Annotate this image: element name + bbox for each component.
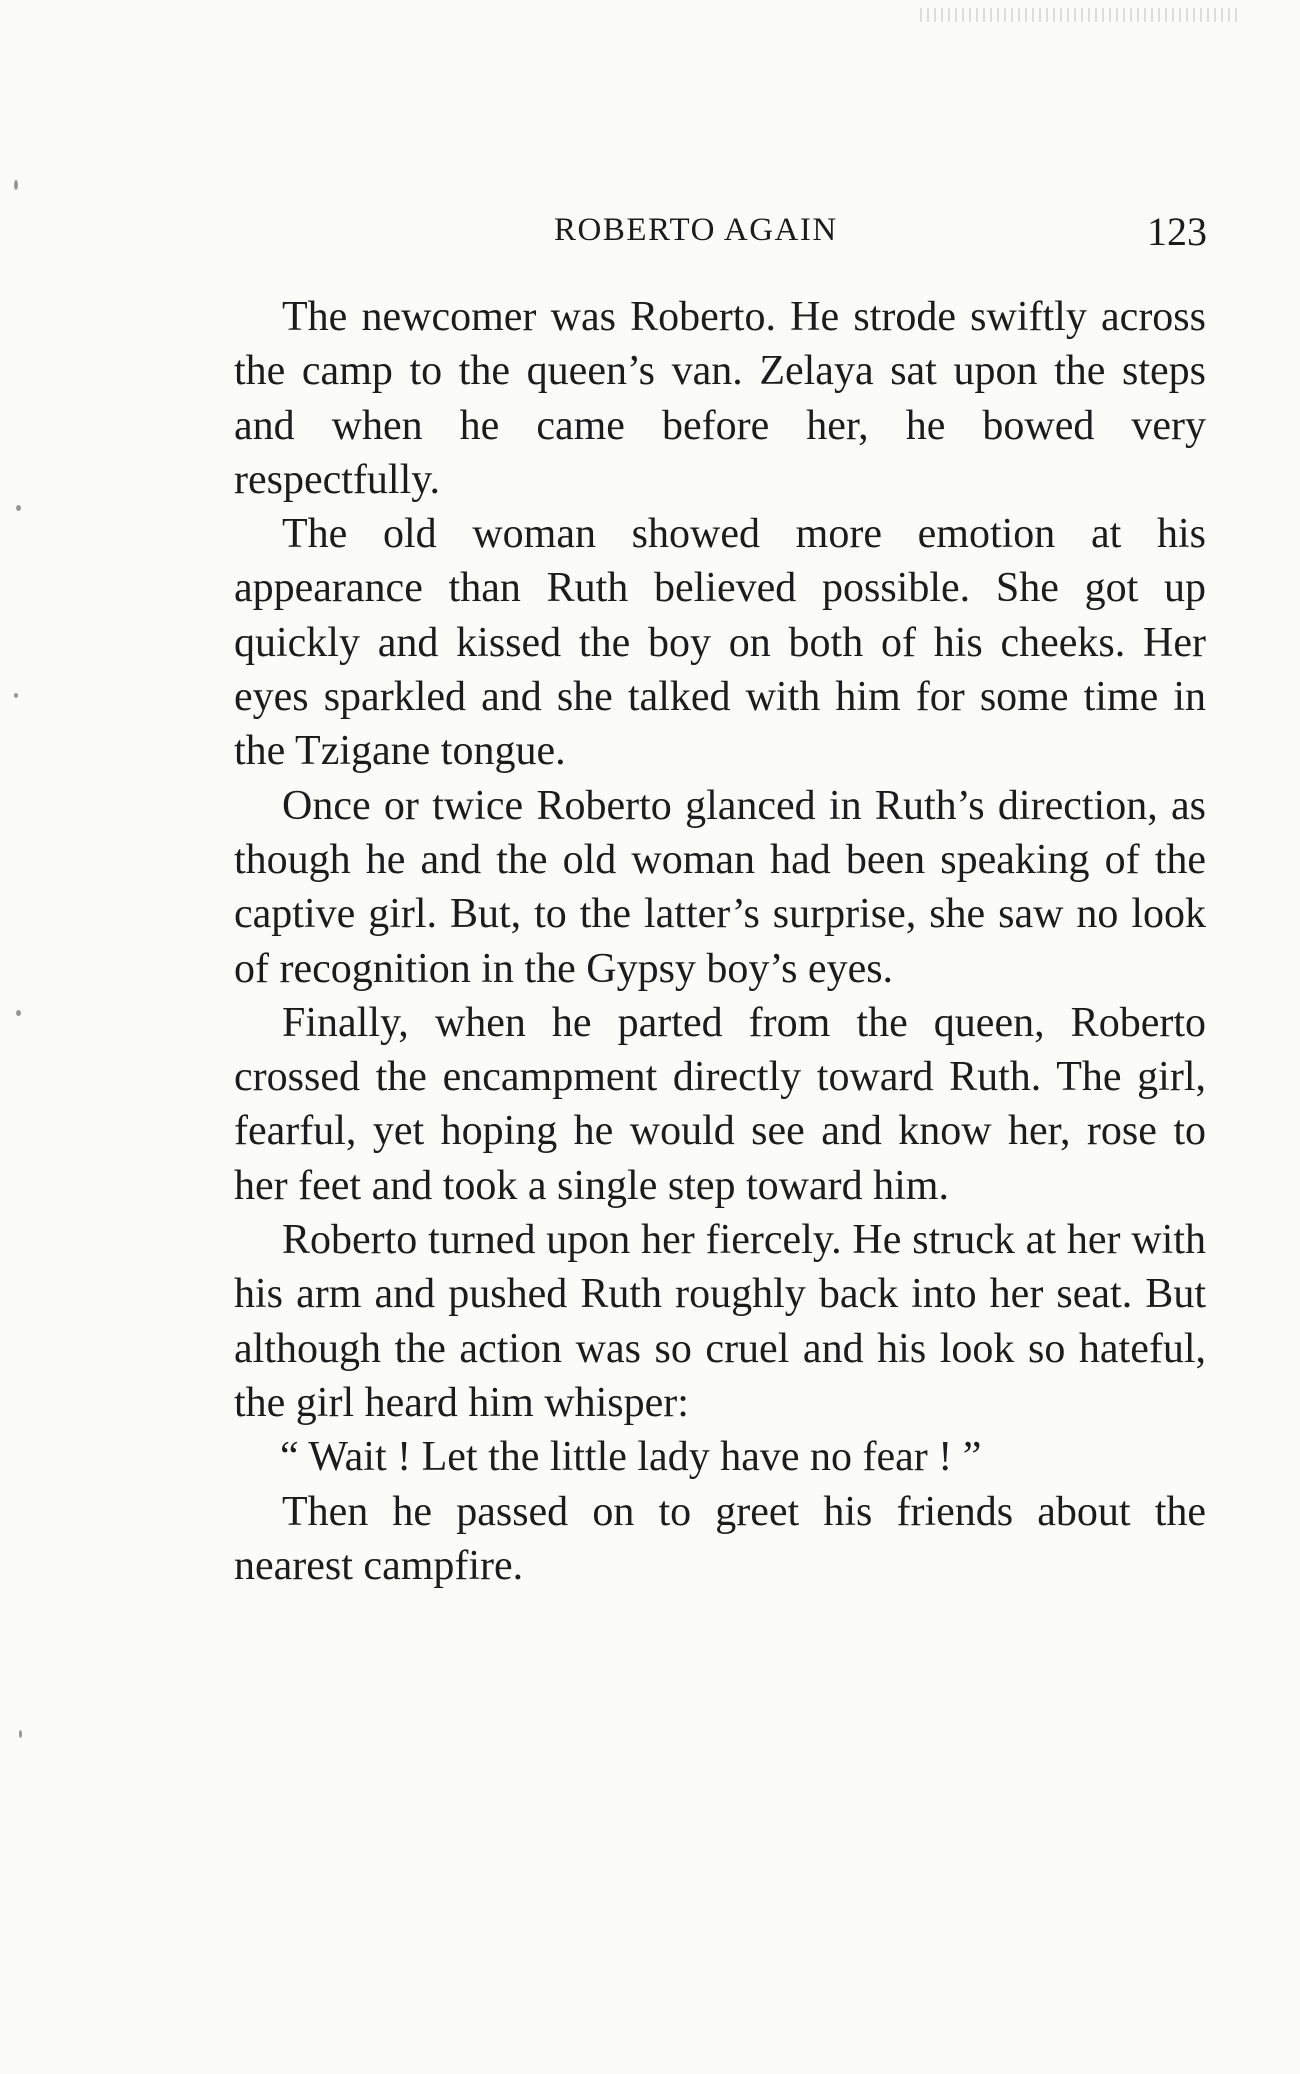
paragraph: Roberto turned upon her fiercely. He struck at her with his arm and pushed Ruth roughly back into her seat. But although the action was so cruel and his look so hateful, the girl heard him whisper: xyxy=(234,1217,1206,1426)
scan-speck xyxy=(14,180,18,190)
scan-speck xyxy=(16,1010,21,1016)
paragraph: Finally, when he parted from the queen, Roberto crossed the encampment directly toward Ruth. The girl, fearful, yet hoping he would see and know her, rose to her feet and took a single step toward him. xyxy=(234,999,1206,1209)
body-text xyxy=(234,290,1206,1593)
paragraph: The old woman showed more emotion at his appearance than Ruth believed possible. She got up quickly and kissed the boy on both of his cheeks. Her eyes sparkled and she talked with him for some time in the Tzigane tongue. xyxy=(234,511,1206,775)
paragraph: The newcomer was Roberto. He strode swiftly across the camp to the queen’s van. Zelaya sat upon the steps and when he came before her, he bowed very respectfully. xyxy=(234,294,1206,503)
paragraph: Once or twice Roberto glanced in Ruth’s direction, as though he and the old woman had been speaking of the captive girl. But, to the latter’s surprise, she saw no look of recognition in the Gypsy boy’s eyes. xyxy=(234,782,1206,992)
paragraph-quote: “ Wait ! Let the little lady have no fear ! ” xyxy=(280,1434,982,1481)
page-number: 123 xyxy=(1147,209,1207,254)
page-header xyxy=(232,205,1207,255)
paragraph: Then he passed on to greet his friends about the nearest campfire. xyxy=(234,1488,1206,1589)
scan-speck xyxy=(14,693,18,698)
running-title: ROBERTO AGAIN xyxy=(554,212,838,248)
scan-speck xyxy=(19,1730,22,1738)
scan-speck xyxy=(16,505,21,511)
scan-noise xyxy=(920,8,1240,22)
